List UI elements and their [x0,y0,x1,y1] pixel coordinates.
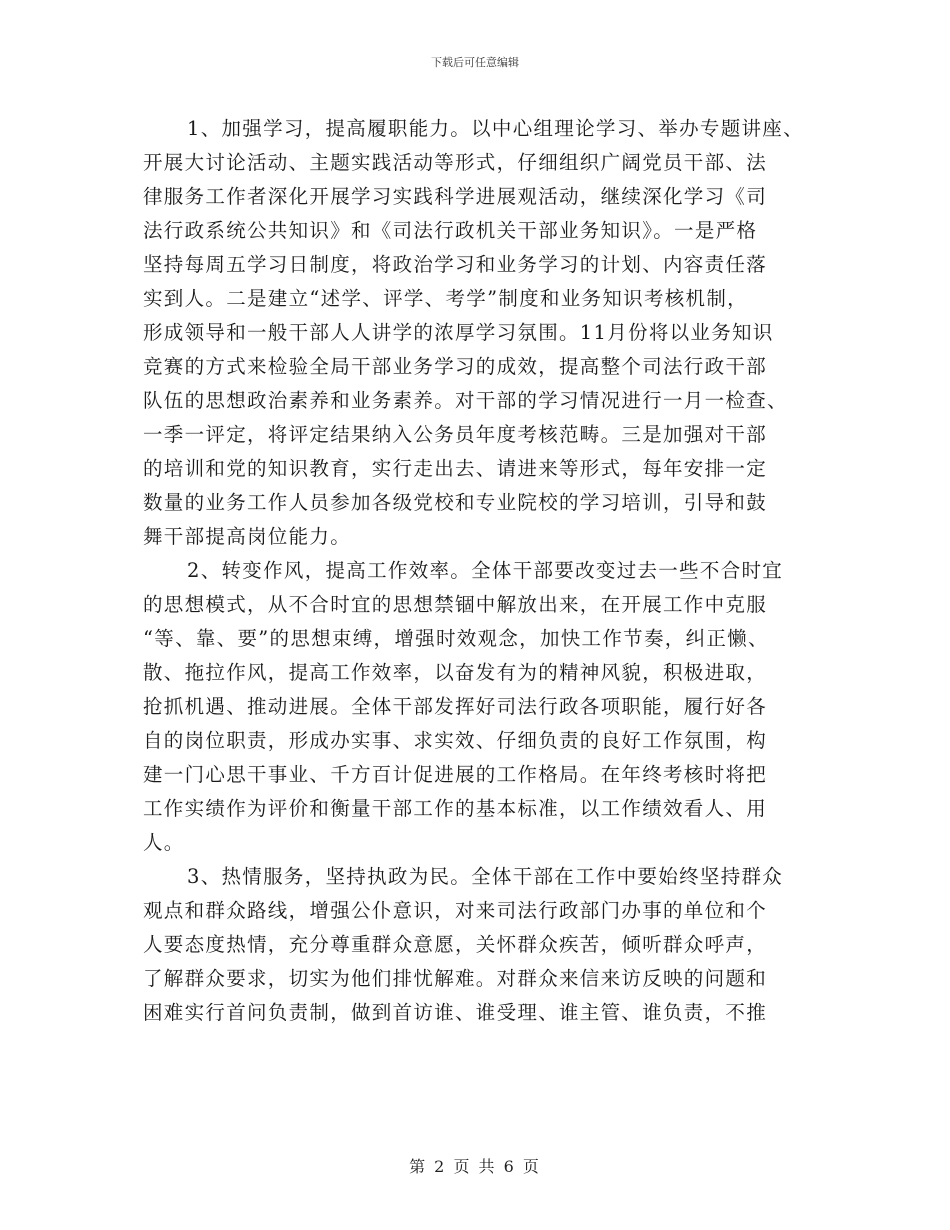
paragraph-line: 人。 [143,831,185,854]
paragraph-line: 人要态度热情，充分尊重群众意愿，关怀群众疾苦，倾听群众呼声， [143,933,768,956]
paragraph-line: 舞干部提高岗位能力。 [143,525,352,548]
paragraph-line: “等、靠、要”的思想束缚，增强时效观念，加快工作节奏，纠正懒、 [143,627,769,650]
paragraph-line: 数量的业务工作人员参加各级党校和专业院校的学习培训，引导和鼓 [143,491,768,514]
paragraph-line: 律服务工作者深化开展学习实践科学进展观活动，继续深化学习《司 [143,185,768,208]
paragraph-line: 2、转变作风，提高工作效率。全体干部要改变过去一些不合时宜 [187,559,784,582]
paragraph-line: 自的岗位职责，形成办实事、求实效、仔细负责的良好工作氛围，构 [143,729,768,752]
document-body [143,112,823,1030]
paragraph-line: 队伍的思想政治素养和业务素养。对干部的学习情况进行一月一检查、 [143,389,788,412]
paragraph-line: 实到人。二是建立“述学、评学、考学”制度和业务知识考核机制， [143,287,748,310]
paragraph-line: 形成领导和一般干部人人讲学的浓厚学习氛围。11月份将以业务知识 [143,321,774,344]
paragraph-line: 的思想模式，从不合时宜的思想禁锢中解放出来，在开展工作中克服 [143,593,768,616]
page-header: 下载后可任意编辑 [431,56,519,69]
page-number-footer: 第 2 页 共 6 页 [409,1157,541,1176]
paragraph-line: 工作实绩作为评价和衡量干部工作的基本标准，以工作绩效看人、用 [143,797,768,820]
paragraph-1 [143,112,823,554]
paragraph-line: 3、热情服务，坚持执政为民。全体干部在工作中要始终坚持群众 [187,865,784,888]
paragraph-line: 的培训和党的知识教育，实行走出去、请进来等形式，每年安排一定 [143,457,768,480]
paragraph-line: 观点和群众路线，增强公仆意识，对来司法行政部门办事的单位和个 [143,899,768,922]
paragraph-3 [143,860,823,1030]
paragraph-line: 散、拖拉作风，提高工作效率，以奋发有为的精神风貌，积极进取， [143,661,768,684]
paragraph-line: 建一门心思干事业、千方百计促进展的工作格局。在年终考核时将把 [143,763,768,786]
paragraph-line: 竞赛的方式来检验全局干部业务学习的成效，提高整个司法行政干部 [143,355,768,378]
paragraph-line: 了解群众要求，切实为他们排忧解难。对群众来信来访反映的问题和 [143,967,768,990]
paragraph-line: 困难实行首问负责制，做到首访谁、谁受理、谁主管、谁负责，不推 [143,1001,768,1024]
paragraph-line: 坚持每周五学习日制度，将政治学习和业务学习的计划、内容责任落 [143,253,768,276]
paragraph-line: 法行政系统公共知识》和《司法行政机关干部业务知识》。一是严格 [143,219,758,242]
paragraph-line: 开展大讨论活动、主题实践活动等形式，仔细组织广阔党员干部、法 [143,151,768,174]
paragraph-line: 一季一评定，将评定结果纳入公务员年度考核范畴。三是加强对干部 [143,423,768,446]
paragraph-line: 抢抓机遇、推动进展。全体干部发挥好司法行政各项职能，履行好各 [143,695,768,718]
paragraph-line: 1、加强学习，提高履职能力。以中心组理论学习、举办专题讲座、 [187,117,804,140]
paragraph-2 [143,554,823,860]
